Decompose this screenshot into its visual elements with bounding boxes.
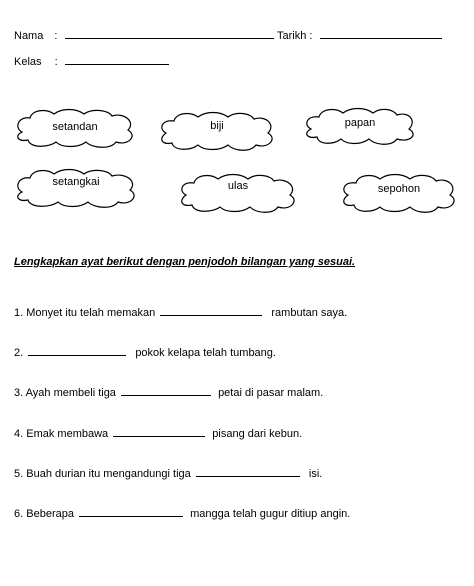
question-text-after: isi.	[308, 468, 323, 480]
question-text-after: pisang dari kebun.	[212, 428, 303, 440]
question-text-after: mangga telah gugur ditiup angin.	[190, 508, 351, 520]
cloud-label: setandan	[52, 121, 98, 133]
question-row	[14, 384, 323, 399]
question-row	[14, 425, 302, 440]
question-number: 5.	[14, 468, 24, 480]
answer-blank[interactable]	[121, 384, 211, 396]
cloud-word-box	[178, 173, 298, 213]
cloud-label: biji	[210, 120, 224, 132]
question-text-before: Ayah membeli tiga	[25, 387, 116, 399]
cloud-label: setangkai	[52, 176, 100, 188]
answer-blank[interactable]	[113, 425, 205, 437]
cloud-shape	[14, 168, 138, 208]
cloud-label: sepohon	[377, 183, 421, 195]
cloud-word-box	[14, 108, 136, 148]
date-label: Tarikh :	[277, 30, 313, 42]
answer-blank[interactable]	[79, 505, 183, 517]
question-text-before: Buah durian itu mengandungi tiga	[26, 468, 191, 480]
cloud-shape	[178, 173, 298, 213]
name-colon: :	[54, 30, 58, 42]
cloud-word-box	[158, 111, 276, 151]
instruction-heading: Lengkapkan ayat berikut dengan penjodoh bilangan yang sesuai.	[14, 256, 356, 268]
question-number: 1.	[14, 307, 24, 319]
date-row	[277, 27, 442, 42]
question-text-after: petai di pasar malam.	[218, 387, 324, 399]
question-number: 6.	[14, 508, 24, 520]
question-text-before: Monyet itu telah memakan	[26, 307, 156, 319]
cloud-label: papan	[344, 117, 376, 129]
class-field[interactable]	[65, 53, 169, 65]
question-row	[14, 344, 276, 359]
date-field[interactable]	[320, 27, 442, 39]
answer-blank[interactable]	[196, 465, 300, 477]
question-text-after: rambutan saya.	[271, 307, 348, 319]
question-text-before: Beberapa	[26, 508, 74, 520]
cloud-word-box	[340, 173, 458, 213]
question-number: 4.	[14, 428, 24, 440]
question-row	[14, 505, 350, 520]
question-number: 2.	[14, 347, 24, 359]
question-row	[14, 304, 347, 319]
name-label: Nama	[14, 30, 44, 42]
name-row	[14, 27, 274, 42]
question-text-after: pokok kelapa telah tumbang.	[135, 347, 276, 359]
cloud-word-box	[303, 107, 417, 145]
class-colon: :	[54, 56, 58, 68]
question-text-before: Emak membawa	[26, 428, 109, 440]
answer-blank[interactable]	[160, 304, 262, 316]
answer-blank[interactable]	[28, 344, 126, 356]
class-row	[14, 53, 169, 68]
cloud-word-box	[14, 168, 138, 208]
name-field[interactable]	[65, 27, 274, 39]
class-label: Kelas	[14, 56, 42, 68]
question-number: 3.	[14, 387, 24, 399]
question-row	[14, 465, 322, 480]
cloud-label: ulas	[227, 180, 249, 192]
